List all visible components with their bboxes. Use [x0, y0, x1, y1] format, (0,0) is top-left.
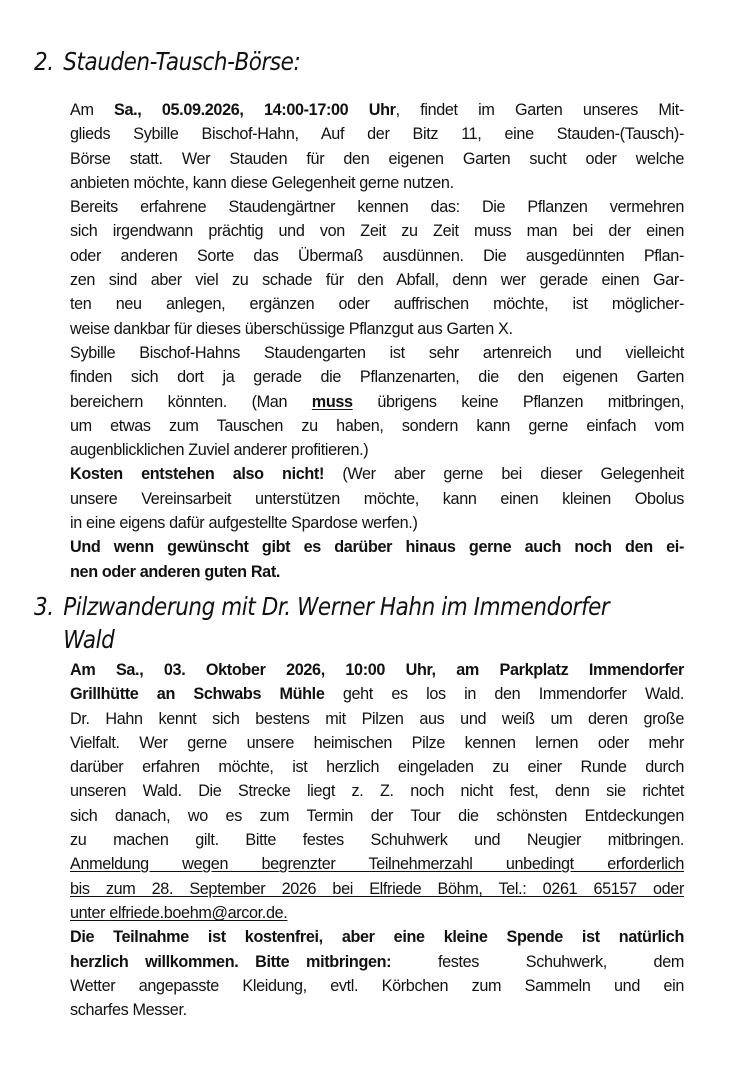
section-3-heading — [34, 590, 609, 656]
text-line — [70, 462, 684, 486]
event-date-time: Sa., 05.09.2026, 14:00-17:00 Uhr — [114, 101, 396, 119]
section-2-title: Stauden-Tausch-Börse: — [63, 47, 301, 76]
text-run: festes Schuhwerk, dem — [391, 952, 684, 971]
text-run: Am — [70, 101, 115, 119]
text-line: anbieten möchte, kann diese Gelegenheit gerne nutzen. — [70, 173, 454, 192]
text-line-bold: Am Sa., 03. Oktober 2026, 10:00 Uhr, am Parkplatz Immendorfer — [70, 661, 684, 679]
text-line: Sybille Bischof-Hahns Staudengarten ist sehr artenreich und vielleicht — [70, 343, 684, 362]
text-run: , findet im Garten unseres Mit- — [395, 101, 684, 119]
text-line: finden sich dort ja gerade die Pflanzenarten, die den eigenen Garten — [70, 368, 684, 387]
text-line: in eine eigens dafür aufgestellte Spardose werfen.) — [70, 514, 418, 533]
section-3-body — [70, 658, 684, 1022]
text-line: glieds Sybille Bischof-Hahn, Auf der Bitz 11, eine Stauden-(Tausch)- — [70, 125, 684, 144]
bring-along-label: herzlich willkommen. Bitte mitbringen: — [70, 952, 392, 971]
text-line: Bereits erfahrene Staudengärtner kennen das: Die Pflanzen vermehren — [70, 198, 684, 217]
text-run: . — [283, 903, 288, 922]
text-line: um etwas zum Tauschen zu haben, sondern kann gerne einfach vom — [70, 416, 684, 435]
text-run: (Wer aber gerne bei dieser Gelegenheit — [324, 465, 684, 484]
costs-note: Kosten entstehen also nicht! — [70, 465, 325, 484]
text-line: ten neu anlegen, ergänzen oder auffrischen möchte, ist möglicher- — [70, 295, 684, 314]
text-line: weise dankbar für dieses überschüssige Pflanzgut aus Garten X. — [70, 319, 513, 338]
text-line: Dr. Hahn kennt sich bestens mit Pilzen aus und weiß um deren große — [70, 709, 684, 728]
text-line: Vielfalt. Wer gerne unsere heimischen Pilze kennen lernen oder mehr — [70, 733, 684, 752]
text-line: sich irgendwann prächtig und von Zeit zu Zeit muss man bei der einen — [70, 222, 684, 241]
registration-note — [70, 901, 684, 925]
section-3-title-line-1: Pilzwanderung mit Dr. Werner Hahn im Immendorfer — [63, 592, 610, 621]
emphasis-muss: muss — [311, 392, 353, 411]
text-line-bold: Die Teilnahme ist kostenfrei, aber eine kleine Spende ist natürlich — [70, 928, 684, 947]
text-line: oder anderen Sorte das Übermaß ausdünnen. Die ausgedünnten Pflan- — [70, 246, 684, 265]
text-line — [70, 390, 684, 414]
text-run: übrigens keine Pflanzen mitbringen, — [352, 392, 684, 411]
text-line: Wetter angepasste Kleidung, evtl. Körbchen zum Sammeln und ein — [70, 976, 684, 995]
text-line: Börse statt. Wer Stauden für den eigenen Garten sucht oder welche — [70, 149, 684, 168]
section-2-number: 2. — [34, 47, 54, 76]
text-run: geht es los in den Immendorfer Wald. — [324, 685, 684, 704]
text-line: sich danach, wo es zum Termin der Tour die schönsten Entdeckungen — [70, 806, 684, 825]
section-3-number: 3. — [34, 592, 54, 621]
text-line — [70, 950, 684, 974]
text-run: unter — [70, 903, 110, 922]
text-run: bereichern könnten. (Man — [70, 392, 312, 411]
text-line — [70, 682, 684, 706]
registration-note: bis zum 28. September 2026 bei Elfriede Böhm, Tel.: 0261 65157 oder — [70, 879, 684, 898]
text-line: zen sind aber viel zu schade für den Abfall, denn wer gerade einen Gar- — [70, 271, 684, 290]
text-line — [70, 98, 684, 122]
section-3-title-line-2: Wald — [63, 625, 115, 654]
section-2-heading — [34, 47, 300, 76]
section-2-body — [70, 98, 684, 584]
text-line-bold: nen oder anderen guten Rat. — [70, 562, 281, 581]
text-line: unseren Wald. Die Strecke liegt z. Z. noch nicht fest, denn sie richtet — [70, 782, 684, 801]
meeting-place: Grillhütte an Schwabs Mühle — [70, 685, 325, 704]
text-line: augenblicklichen Zuviel anderer profitieren.) — [70, 441, 369, 460]
text-line-bold: Und wenn gewünscht gibt es darüber hinaus gerne auch noch den ei- — [70, 538, 684, 557]
email-link[interactable]: elfriede.boehm@arcor.de — [109, 903, 284, 922]
text-line: scharfes Messer. — [70, 1001, 187, 1020]
text-line: unsere Vereinsarbeit unterstützen möchte, kann einen kleinen Obolus — [70, 489, 684, 508]
registration-note: Anmeldung wegen begrenzter Teilnehmerzahl unbedingt erforderlich — [70, 855, 684, 874]
text-line: darüber erfahren möchte, ist herzlich eingeladen zu einer Runde durch — [70, 758, 684, 777]
text-line: zu machen gilt. Bitte festes Schuhwerk und Neugier mitbringen. — [70, 831, 684, 850]
